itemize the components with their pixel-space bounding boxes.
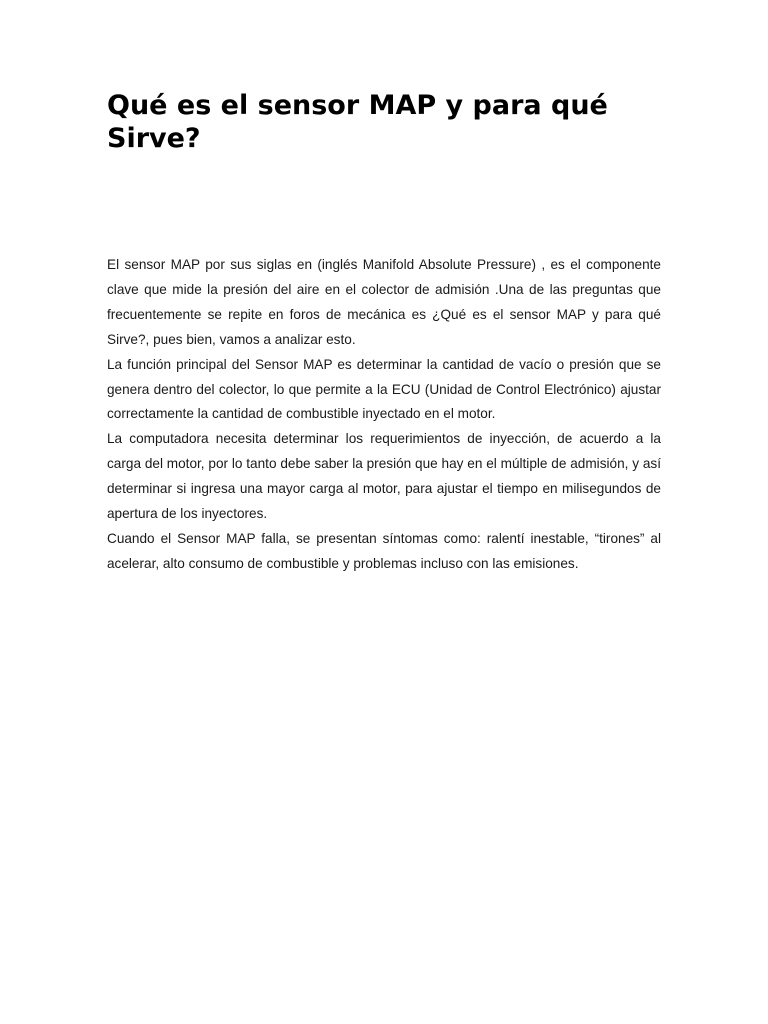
paragraph-computer: La computadora necesita determinar los requerimientos de inyección, de acuerdo a la carga del motor, por lo tanto debe saber la presión que hay en el múltiple de admisión, y así determinar si ingresa una mayor carga al motor, para ajustar el tiempo en milisegundos de apertura de los inyectores.	[107, 431, 661, 522]
paragraph-intro: El sensor MAP por sus siglas en (inglés Manifold Absolute Pressure) , es el componente clave que mide la presión del aire en el colector de admisión .Una de las preguntas que frecuentemente se repite en foros de mecánica es ¿Qué es el sensor MAP y para qué Sirve?, pues bien, vamos a analizar esto.	[107, 257, 661, 347]
paragraph-function: La función principal del Sensor MAP es determinar la cantidad de vacío o presión que se genera dentro del colector, lo que permite a la ECU (Unidad de Control Electrónico) ajustar correctamente la cantidad de combustible inyectado en el motor.	[107, 356, 661, 422]
paragraph-symptoms: Cuando el Sensor MAP falla, se presentan síntomas como: ralentí inestable, “tirones” al acelerar, alto consumo de combustible y problemas incluso con las emisiones.	[107, 530, 661, 571]
document-title: Qué es el sensor MAP y para qué Sirve?	[107, 90, 608, 154]
document-body	[107, 253, 661, 577]
